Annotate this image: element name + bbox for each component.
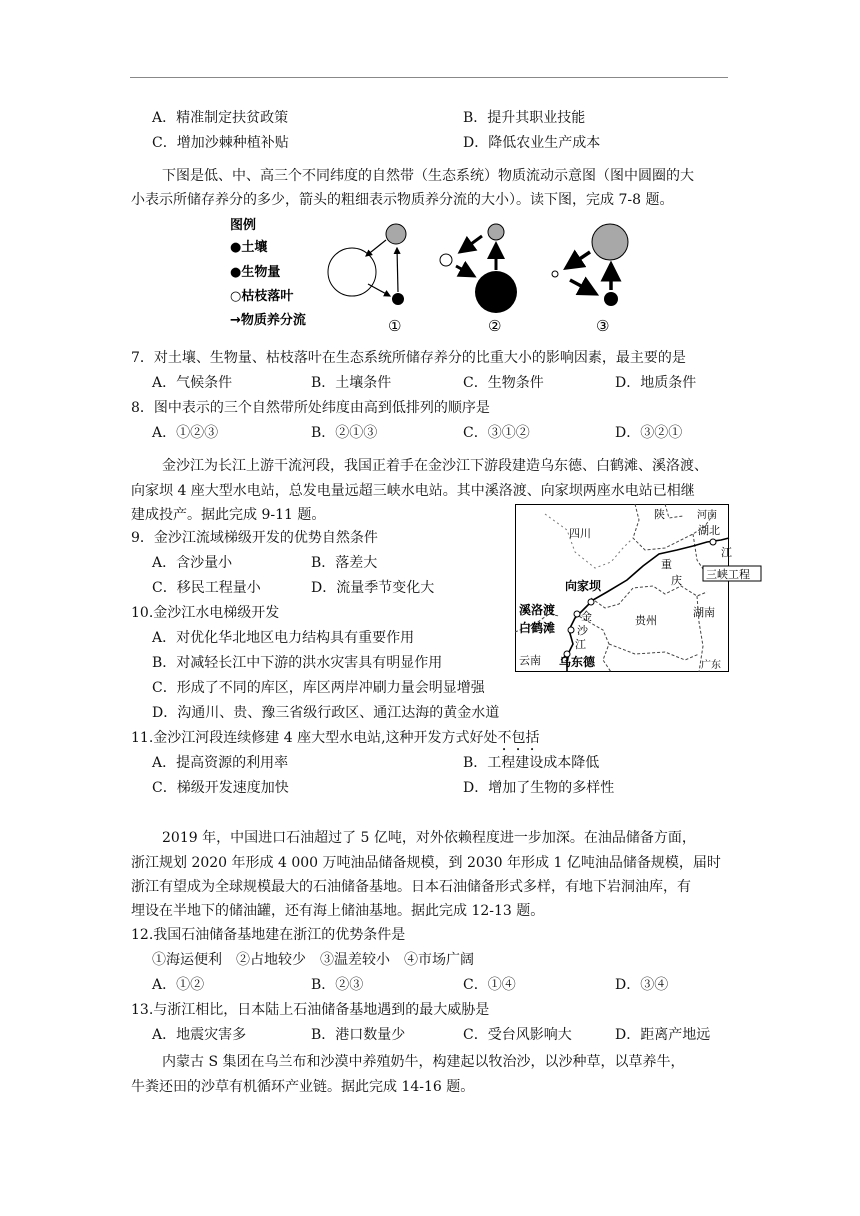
jinsha-river-map: [515, 504, 750, 672]
q10-option-b: B．对减轻长江中下游的洪水灾害具有明显作用: [152, 655, 443, 671]
legend-soil: ●土壤: [230, 240, 268, 255]
litter-circle-3: [552, 271, 558, 277]
intro-9-11-line2: 向家坝 4 座大型水电站，总发电量远超三峡水电站。其中溪洛渡、向家坝两座水电站已相继: [131, 483, 695, 499]
xiluodu-dam-marker: [574, 611, 580, 617]
soil-circle-3: [604, 292, 618, 306]
q13-stem: 13.与浙江相比，日本陆上石油储备基地遇到的最大威胁是: [131, 1002, 490, 1018]
biomass-circle-2: [488, 224, 504, 240]
xiangjiaba-dam-marker: [588, 599, 594, 605]
intro-7-8-line1: 下图是低、中、高三个不同纬度的自然带（生态系统）物质流动示意图（图中圆圈的大: [162, 168, 694, 184]
q11-option-c: C．梯级开发速度加快: [152, 780, 289, 796]
legend-flow: →物质养分流: [230, 313, 306, 328]
q6-option-c: C．增加沙棘种植补贴: [152, 135, 289, 151]
map-label-sichuan: 四川: [569, 527, 591, 540]
q8-stem: 8．图中表示的三个自然带所处纬度由高到低排列的顺序是: [131, 400, 490, 416]
q13-option-a: A．地震灾害多: [152, 1027, 247, 1043]
map-label-chong: 重: [661, 558, 672, 571]
map-label-jiang: 江: [721, 546, 732, 559]
q10-option-a: A．对优化华北地区电力结构具有重要作用: [152, 630, 415, 646]
header-rule: [130, 77, 728, 78]
map-label-xiluodu: 溪洛渡: [519, 603, 556, 617]
q12-option-a: A．①②: [152, 977, 205, 993]
q6-option-d: D．降低农业生产成本: [463, 135, 601, 151]
q8-option-c: C．③①②: [463, 425, 530, 441]
litter-circle-1: [328, 248, 376, 296]
legend-title: 图例: [230, 218, 257, 233]
legend-litter: ○枯枝落叶: [230, 289, 294, 304]
soil-circle-1: [392, 293, 404, 305]
map-label-hubei: 湖北: [698, 524, 720, 537]
map-label-henan: 河南: [697, 510, 717, 521]
q12-stem: 12.我国石油储备基地建在浙江的优势条件是: [131, 927, 406, 943]
biomass-circle-3: [592, 224, 628, 260]
biomass-circle-1: [386, 224, 406, 244]
q12-items: ①海运便利 ②占地较少 ③温差较小 ④市场广阔: [152, 952, 474, 968]
q10-stem: 10.金沙江水电梯级开发: [131, 605, 280, 621]
q13-option-c: C．受台风影响大: [463, 1027, 572, 1043]
map-label-qing: 庆: [671, 574, 682, 587]
soil-circle-2: [475, 271, 517, 313]
diagram-label-1: ①: [388, 317, 402, 335]
legend-biomass: ●生物量: [230, 265, 281, 280]
q7-option-b: B．土壤条件: [311, 375, 392, 391]
map-label-guang: 广东: [701, 660, 721, 671]
map-label-hunan: 湖南: [693, 606, 715, 619]
q6-option-b: B．提升其职业技能: [463, 110, 586, 126]
map-label-yunnan: 云南: [519, 654, 541, 667]
intro-12-13-line3: 浙江有望成为全球规模最大的石油储备基地。日本石油储备形式多样，有地下岩洞油库，有: [131, 879, 691, 895]
map-label-guizhou: 贵州: [635, 614, 657, 627]
map-label-baihetan: 白鹤滩: [519, 621, 556, 635]
q10-option-c: C．形成了不同的库区，库区两岸冲刷力量会明显增强: [152, 680, 485, 696]
intro-12-13-line1: 2019 年，中国进口石油超过了 5 亿吨，对外依赖程度进一步加深。在油品储备方面，: [162, 830, 696, 846]
q11-stem: [131, 728, 540, 754]
q13-option-b: B．港口数量少: [311, 1027, 406, 1043]
q11-option-a: A．提高资源的利用率: [152, 755, 289, 771]
q8-option-a: A．①②③: [152, 425, 219, 441]
map-label-wudongde: 乌东德: [559, 655, 596, 669]
q9-option-c: C．移民工程量小: [152, 580, 261, 596]
q7-option-a: A．气候条件: [152, 375, 233, 391]
map-label-xiangjiaba: 向家坝: [565, 579, 602, 593]
map-label-sanxia: 三峡工程: [706, 568, 750, 581]
intro-9-11-line1: 金沙江为长江上游干流河段，我国正着手在金沙江下游段建造乌东德、白鹤滩、溪洛渡、: [162, 458, 708, 474]
map-label-jin: 金: [581, 610, 592, 623]
q9-stem: 9．金沙江流域梯级开发的优势自然条件: [131, 530, 378, 546]
q8-option-d: D．③②①: [615, 425, 683, 441]
q9-option-a: A．含沙量小: [152, 555, 233, 571]
baihetan-dam-marker: [568, 627, 574, 633]
nutrient-flow-figure: [228, 214, 628, 336]
sanxia-dam-marker: [710, 539, 716, 545]
map-label-jiang2: 江: [575, 638, 586, 651]
diagram-label-3: ③: [596, 317, 610, 335]
q6-option-a: A．精准制定扶贫政策: [152, 110, 289, 126]
q8-option-b: B．②①③: [311, 425, 378, 441]
intro-12-13-line4: 埋设在半地下的储油罐，还有海上储油基地。据此完成 12-13 题。: [131, 903, 545, 919]
q11-stem-text: 11.金沙江河段连续修建 4 座大型水电站,这种开发方式好处: [131, 730, 498, 746]
q11-option-b: B．工程建设成本降低: [463, 755, 600, 771]
map-label-shaanxi: 陕: [654, 508, 665, 521]
litter-circle-2: [440, 254, 452, 266]
intro-9-11-line3: 建成投产。据此完成 9-11 题。: [131, 507, 326, 523]
q12-option-d: D．③④: [615, 977, 669, 993]
q12-option-b: B．②③: [311, 977, 364, 993]
map-label-sha: 沙: [577, 624, 588, 637]
q9-option-b: B．落差大: [311, 555, 378, 571]
q13-option-d: D．距离产地远: [615, 1027, 711, 1043]
q9-option-d: D．流量季节变化大: [311, 580, 435, 596]
intro-12-13-line2: 浙江规划 2020 年形成 4 000 万吨油品储备规模，到 2030 年形成 1 亿吨油品储备规模，届时: [131, 855, 721, 871]
diagram-label-2: ②: [488, 317, 502, 335]
q10-option-d: D．沟通川、贵、豫三省级行政区、通江达海的黄金水道: [152, 705, 500, 721]
q11-option-d: D．增加了生物的多样性: [463, 780, 615, 796]
q7-option-c: C．生物条件: [463, 375, 544, 391]
q7-stem: 7．对土壤、生物量、枯枝落叶在生态系统所储存养分的比重大小的影响因素，最主要的是: [131, 350, 686, 366]
q11-stem-emphasis: 不包括: [497, 730, 540, 746]
intro-14-16-line2: 牛粪还田的沙草有机循环产业链。据此完成 14-16 题。: [131, 1079, 475, 1095]
q12-option-c: C．①④: [463, 977, 516, 993]
intro-7-8-line2: 小表示所储存养分的多少，箭头的粗细表示物质养分流的大小）。读下图，完成 7-8 题。: [131, 192, 674, 208]
intro-14-16-line1: 内蒙古 S 集团在乌兰布和沙漠中养殖奶牛，构建起以牧治沙，以沙种草，以草养牛，: [162, 1054, 685, 1070]
q7-option-d: D．地质条件: [615, 375, 697, 391]
